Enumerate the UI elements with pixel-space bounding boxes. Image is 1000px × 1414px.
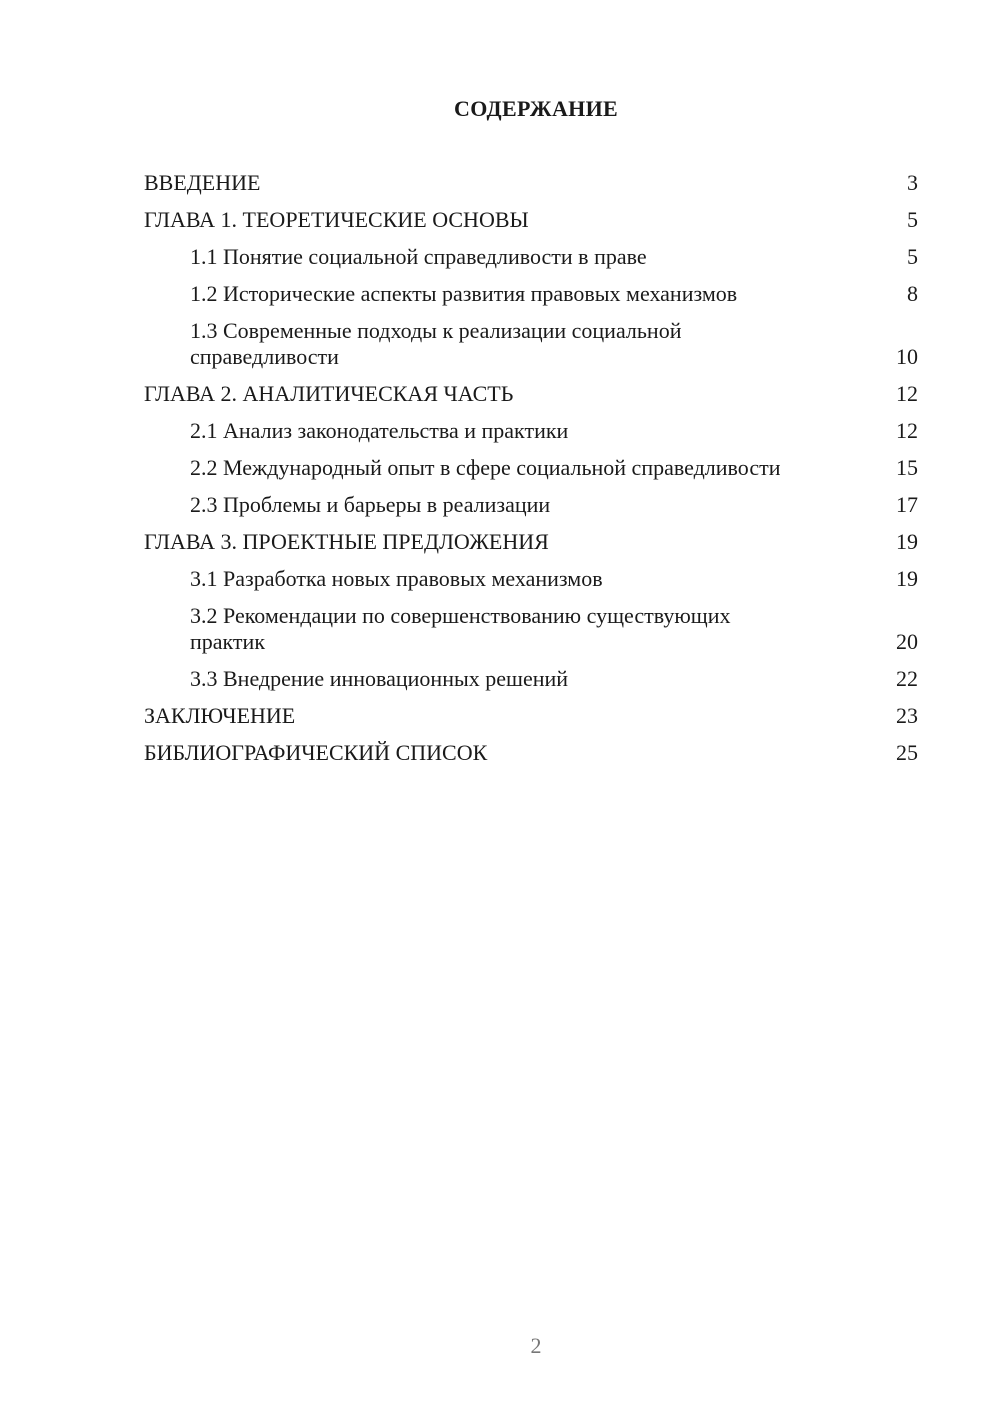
toc-entry-text: ГЛАВА 3. ПРОЕКТНЫЕ ПРЕДЛОЖЕНИЯ xyxy=(144,529,549,554)
toc-entry-text: 1.1 Понятие социальной справедливости в праве xyxy=(190,244,647,269)
toc-entry-page: 10 xyxy=(896,344,918,369)
toc-entry-page: 12 xyxy=(896,381,918,406)
toc-entry-text: 1.2 Исторические аспекты развития правовых механизмов xyxy=(190,281,738,306)
toc-entry[interactable] xyxy=(144,566,918,592)
toc-entry[interactable] xyxy=(144,455,918,481)
toc-entry-page: 5 xyxy=(907,244,918,269)
toc-entry[interactable] xyxy=(144,703,918,729)
toc-entry[interactable] xyxy=(144,666,918,692)
toc-entry-text: ВВЕДЕНИЕ xyxy=(144,170,261,195)
toc-entry-text: 2.3 Проблемы и барьеры в реализации xyxy=(190,492,551,517)
toc-entry-text: 2.1 Анализ законодательства и практики xyxy=(190,418,569,443)
toc-entry[interactable] xyxy=(144,281,918,307)
toc-entry-page: 5 xyxy=(907,207,918,232)
toc-entry-page: 19 xyxy=(896,529,918,554)
toc-entry-text: ГЛАВА 1. ТЕОРЕТИЧЕСКИЕ ОСНОВЫ xyxy=(144,207,529,232)
toc-entry-text: 2.2 Международный опыт в сфере социальной справедливости xyxy=(190,455,781,480)
toc-entry[interactable] xyxy=(144,244,918,270)
toc-entry-page: 8 xyxy=(907,281,918,306)
toc-entry[interactable] xyxy=(144,170,918,196)
toc-entry[interactable] xyxy=(144,603,918,655)
toc-entry-text: 3.2 Рекомендации по совершенствованию существующих практик xyxy=(190,603,731,654)
toc-entry[interactable] xyxy=(144,318,918,370)
toc-entry-page: 20 xyxy=(896,629,918,654)
toc-entry[interactable] xyxy=(144,207,918,233)
toc-entry-page: 22 xyxy=(896,666,918,691)
toc-entry-page: 12 xyxy=(896,418,918,443)
toc-entry-page: 15 xyxy=(896,455,918,480)
toc-entry-page: 3 xyxy=(907,170,918,195)
table-of-contents xyxy=(144,170,918,777)
toc-title: СОДЕРЖАНИЕ xyxy=(454,96,618,121)
toc-entry-page: 25 xyxy=(896,740,918,765)
toc-entry[interactable] xyxy=(144,492,918,518)
toc-entry-page: 23 xyxy=(896,703,918,728)
toc-entry-text: БИБЛИОГРАФИЧЕСКИЙ СПИСОК xyxy=(144,740,488,765)
toc-entry-page: 19 xyxy=(896,566,918,591)
toc-entry-text: 3.3 Внедрение инновационных решений xyxy=(190,666,569,691)
toc-entry-page: 17 xyxy=(896,492,918,517)
toc-entry-text: 1.3 Современные подходы к реализации социальной справедливости xyxy=(190,318,682,369)
page-number: 2 xyxy=(530,1333,542,1358)
toc-entry[interactable] xyxy=(144,418,918,444)
toc-entry[interactable] xyxy=(144,529,918,555)
toc-entry-text: 3.1 Разработка новых правовых механизмов xyxy=(190,566,603,591)
toc-entry-text: ЗАКЛЮЧЕНИЕ xyxy=(144,703,296,728)
toc-entry[interactable] xyxy=(144,740,918,766)
toc-entry[interactable] xyxy=(144,381,918,407)
toc-entry-text: ГЛАВА 2. АНАЛИТИЧЕСКАЯ ЧАСТЬ xyxy=(144,381,514,406)
